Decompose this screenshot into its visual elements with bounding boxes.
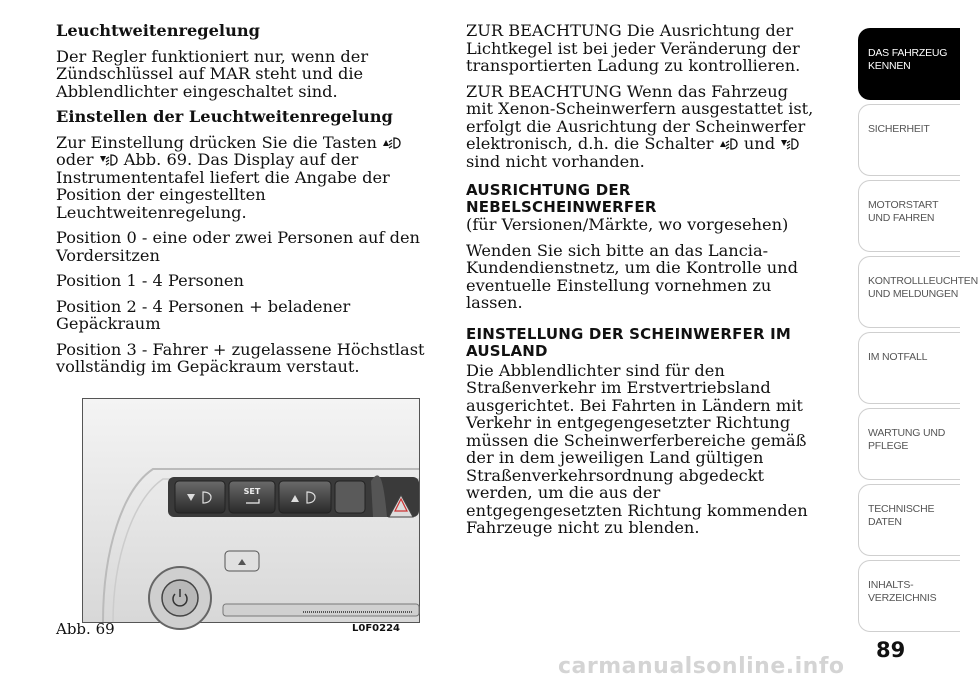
tab-label: WARTUNG UND PFLEGE: [868, 427, 946, 452]
figure-caption: Abb. 69: [56, 620, 115, 638]
figure-dashboard-controls: [82, 398, 420, 623]
tab-label: INHALTS-VERZEICHNIS: [868, 579, 937, 604]
figure-code: L0F0224: [352, 623, 400, 634]
tab-label: IM NOTFALL: [868, 351, 928, 363]
paragraph-regler: Der Regler funktioniert nur, wenn der Zündschlüssel auf MAR steht und die Abblendlichter eingeschaltet sind.: [56, 46, 369, 101]
right-column: [466, 22, 818, 545]
tab-motorstart[interactable]: [858, 180, 960, 252]
paragraph-einstellung: [56, 134, 430, 222]
tab-kontrollleuchten[interactable]: [858, 256, 978, 328]
subheading-versionen: (für Versionen/Märkte, wo vorgesehen): [466, 215, 789, 234]
tab-label: MOTORSTART UND FAHREN: [868, 199, 939, 224]
einstellung-text-c: Abb. 69. Das Display auf der Instrumententafel liefert die Angabe der Position der eingestellten Leuchtweitenregelung.: [56, 150, 390, 222]
headlight-up-icon: [382, 136, 402, 150]
heading-nebelscheinwerfer-line1: AUSRICHTUNG DER: [466, 181, 631, 199]
position-3: Position 3 - Fahrer + zugelassene Höchstlast vollständig im Gepäckraum verstaut.: [56, 339, 425, 376]
tab-label: DAS FAHRZEUG KENNEN: [868, 47, 948, 72]
chapter-sidebar: [858, 28, 978, 626]
page-number: 89: [876, 638, 906, 662]
paragraph-kundendienst: Wenden Sie sich bitte an das Lancia-Kundendienstnetz, um die Kontrolle und eventuelle Einstellung vornehmen zu lassen.: [466, 240, 798, 312]
watermark: carmanualsonline.info: [558, 654, 845, 679]
tab-im-notfall[interactable]: [858, 332, 960, 404]
tab-technische-daten[interactable]: [858, 484, 960, 556]
set-label: SET: [243, 487, 261, 496]
heading-ausland: EINSTELLUNG DER SCHEINWERFER IM AUSLAND: [466, 324, 792, 360]
einstellung-text-a: Zur Einstellung drücken Sie die Tasten: [56, 132, 377, 152]
headlight-down-icon: [99, 153, 119, 167]
einstellung-text-b: oder: [56, 150, 94, 169]
tab-inhaltsverzeichnis[interactable]: [858, 560, 960, 632]
position-0: Position 0 - eine oder zwei Personen auf den Vordersitzen: [56, 228, 420, 265]
tab-wartung[interactable]: [858, 408, 960, 480]
tab-sicherheit[interactable]: [858, 104, 960, 176]
headlight-down-icon: [780, 137, 800, 151]
paragraph-ausland: Die Abblendlichter sind für den Straßenverkehr im Erstvertriebsland ausgerichtet. Bei Fahrten in Ländern mit Verkehr in entgegengesetzter Richtung müssen die Scheinwerferbereiche gemäß der in dem jeweiligen Land gültigen Straßenverkehrsordnung abgedeckt werden, um die aus der entgegengesetzten Richtung kommenden Fahrzeuge nicht zu blenden.: [466, 360, 808, 537]
note-xenon-text-a: ZUR BEACHTUNG Wenn das Fahrzeug mit Xenon-Scheinwerfern ausgestattet ist, erfolgt die Ausrichtung der Scheinwerfer elektronisch, d.h. die Schalter: [466, 81, 814, 153]
tab-label: SICHERHEIT: [868, 123, 930, 135]
note-xenon-text-c: sind nicht vorhanden.: [466, 151, 645, 171]
position-2: Position 2 - 4 Personen + beladener Gepäckraum: [56, 296, 351, 333]
note-ausrichtung: ZUR BEACHTUNG Die Ausrichtung der Lichtkegel ist bei jeder Veränderung der transportierten Ladung zu kontrollieren.: [466, 21, 801, 75]
left-column: [56, 22, 430, 384]
heading-nebelscheinwerfer-line2: NEBELSCHEINWERFER: [466, 198, 657, 216]
tab-das-fahrzeug-kennen[interactable]: [858, 28, 960, 100]
tab-label: KONTROLLLEUCHTEN UND MELDUNGEN: [868, 275, 978, 300]
position-1: Position 1 - 4 Personen: [56, 271, 244, 290]
subheading-einstellen: Einstellen der Leuchtweitenregelung: [56, 107, 393, 126]
note-xenon: [466, 83, 818, 171]
section-heading-leuchtweitenregelung: Leuchtweitenregelung: [56, 21, 260, 40]
note-xenon-text-b: und: [743, 134, 776, 153]
tab-label: TECHNISCHE DATEN: [868, 503, 935, 528]
headlight-up-icon: [719, 137, 739, 151]
